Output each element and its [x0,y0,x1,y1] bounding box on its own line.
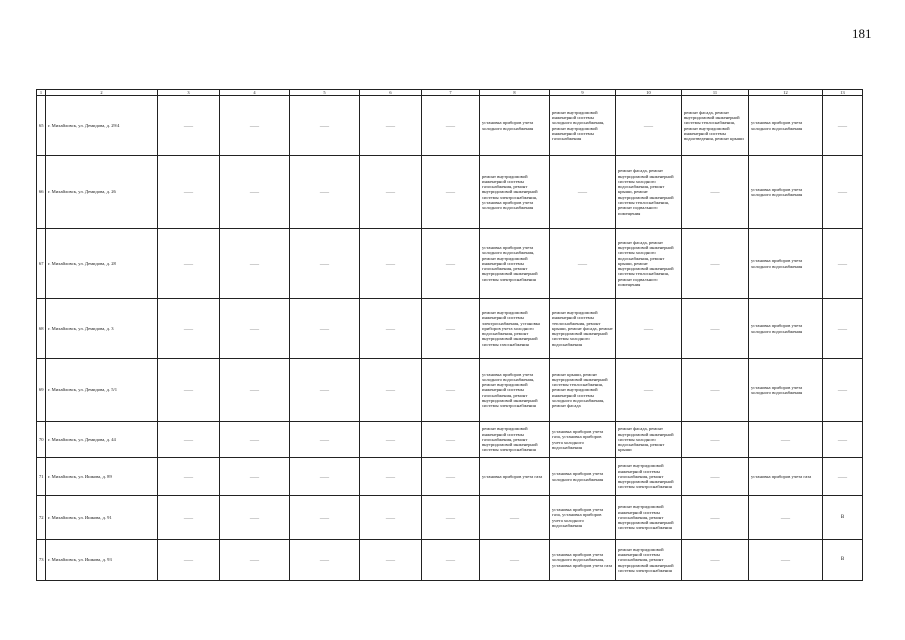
work-cell-c12: —— [749,496,823,540]
row-number: 67 [37,229,46,299]
work-cell-c9: установка приборов учета холодного водоснабжения, установка приборов учета газа [550,540,616,581]
row-number: 69 [37,359,46,422]
work-cell-c7: —— [422,422,480,458]
row-number: 72 [37,496,46,540]
work-cell-c5: —— [290,458,360,496]
work-cell-c10: ремонт внутридомовой инженерной системы газоснабжения, ремонт внутридомовой инженерной системы электроснабжения [616,458,682,496]
address-cell: г. Михайловск, ул. Демидова, д. 29/4 [46,96,158,156]
column-header: 9 [550,90,616,96]
row-number: 65 [37,96,46,156]
table-row [37,96,863,156]
row-number: 71 [37,458,46,496]
work-cell-c7: —— [422,496,480,540]
work-cell-c4: —— [220,299,290,359]
work-schedule-table [36,89,863,581]
work-cell-c13: —— [823,299,863,359]
address-cell: г. Михайловск, ул. Демидова, д. 44 [46,422,158,458]
work-cell-c7: —— [422,156,480,229]
work-cell-c7: —— [422,458,480,496]
work-cell-c3: —— [158,540,220,581]
work-cell-c10: —— [616,96,682,156]
work-cell-c4: —— [220,359,290,422]
work-cell-c12: установка приборов учета холодного водоснабжения [749,359,823,422]
work-cell-c4: —— [220,496,290,540]
column-header: 13 [823,90,863,96]
work-cell-c8: —— [480,540,550,581]
column-header: 12 [749,90,823,96]
table-row [37,496,863,540]
work-cell-c12: установка приборов учета холодного водоснабжения [749,156,823,229]
work-cell-c5: —— [290,359,360,422]
table-row [37,359,863,422]
work-cell-c13: —— [823,458,863,496]
work-cell-c7: —— [422,359,480,422]
work-cell-c11: —— [682,458,749,496]
work-cell-c4: —— [220,540,290,581]
work-cell-c11: —— [682,359,749,422]
work-cell-c13: В [823,496,863,540]
work-cell-c4: —— [220,156,290,229]
work-cell-c10: ремонт фасада, ремонт внутридомовой инженерной системы холодного водоснабжения, ремонт крыши [616,422,682,458]
work-cell-c11: —— [682,299,749,359]
address-cell: г. Михайловск, ул. Демидова, д. 28 [46,229,158,299]
address-cell: г. Михайловск, ул. Демидова, д. 3 [46,299,158,359]
work-cell-c6: —— [360,458,422,496]
work-cell-c5: —— [290,229,360,299]
work-cell-c8: ремонт внутридомовой инженерной системы газоснабжения, ремонт внутридомовой инженерной системы электроснабжения, установка приборов учета холодного водоснабжения [480,156,550,229]
address-cell: г. Михайловск, ул. Демидова, д. 5/1 [46,359,158,422]
work-cell-c13: —— [823,96,863,156]
work-cell-c12: —— [749,422,823,458]
row-number: 70 [37,422,46,458]
work-cell-c4: —— [220,458,290,496]
column-header: 1 [37,90,46,96]
work-cell-c3: —— [158,96,220,156]
table-row [37,156,863,229]
column-header: 2 [46,90,158,96]
work-cell-c11: —— [682,422,749,458]
row-number: 73 [37,540,46,581]
table-row [37,422,863,458]
work-cell-c3: —— [158,359,220,422]
table-row [37,458,863,496]
work-cell-c6: —— [360,359,422,422]
work-cell-c8: —— [480,496,550,540]
column-header: 6 [360,90,422,96]
work-cell-c13: —— [823,422,863,458]
table-row [37,229,863,299]
work-cell-c5: —— [290,540,360,581]
work-cell-c7: —— [422,540,480,581]
work-cell-c9: ремонт внутридомовой инженерной системы холодного водоснабжения, ремонт внутридомовой инженерной системы газоснабжения [550,96,616,156]
work-cell-c5: —— [290,156,360,229]
work-cell-c6: —— [360,229,422,299]
work-cell-c4: —— [220,422,290,458]
work-cell-c8: установка приборов учета газа [480,458,550,496]
work-cell-c3: —— [158,422,220,458]
work-cell-c3: —— [158,156,220,229]
work-cell-c9: установка приборов учета газа, установка приборов учета холодного водоснабжения [550,422,616,458]
work-cell-c8: установка приборов учета холодного водоснабжения [480,96,550,156]
work-cell-c10: —— [616,359,682,422]
work-cell-c3: —— [158,299,220,359]
work-cell-c6: —— [360,422,422,458]
work-cell-c11: ремонт фасада, ремонт внутридомовой инженерной системы теплоснабжения, ремонт внутридомовой инженерной системы водоотведения, ремонт крыши [682,96,749,156]
work-cell-c8: ремонт внутридомовой инженерной системы электроснабжения, установка приборов учета холодного водоснабжения, ремонт внутридомовой инженерной системы газоснабжения [480,299,550,359]
work-cell-c12: —— [749,540,823,581]
work-cell-c12: установка приборов учета холодного водоснабжения [749,299,823,359]
column-header: 8 [480,90,550,96]
work-cell-c13: В [823,540,863,581]
work-cell-c11: —— [682,229,749,299]
work-cell-c12: установка приборов учета газа [749,458,823,496]
work-cell-c9: установка приборов учета газа, установка приборов учета холодного водоснабжения [550,496,616,540]
work-cell-c4: —— [220,229,290,299]
work-cell-c10: ремонт внутридомовой инженерной системы газоснабжения, ремонт внутридомовой инженерной системы электроснабжения [616,540,682,581]
work-cell-c8: ремонт внутридомовой инженерной системы газоснабжения, ремонт внутридомовой инженерной системы электроснабжения [480,422,550,458]
row-number: 66 [37,156,46,229]
address-cell: г. Михайловск, ул. Ишкова, д. 89 [46,458,158,496]
column-header: 3 [158,90,220,96]
work-cell-c6: —— [360,96,422,156]
work-cell-c5: —— [290,96,360,156]
work-cell-c13: —— [823,359,863,422]
work-cell-c10: ремонт фасада, ремонт внутридомовой инженерной системы холодного водоснабжения, ремонт крыши, ремонт внутридомовой инженерной системы теплоснабжения, ремонт подвального помещения [616,229,682,299]
column-header: 11 [682,90,749,96]
work-cell-c11: —— [682,540,749,581]
row-number: 68 [37,299,46,359]
page-number: 181 [852,26,872,41]
address-cell: г. Михайловск, ул. Ишкова, д. 93 [46,540,158,581]
work-cell-c5: —— [290,299,360,359]
work-cell-c6: —— [360,299,422,359]
work-cell-c9: ремонт крыши, ремонт внутридомовой инженерной системы теплоснабжения, ремонт внутридомовой инженерной системы холодного водоснабжения, ремонт фасада [550,359,616,422]
work-cell-c12: установка приборов учета холодного водоснабжения [749,229,823,299]
work-cell-c13: —— [823,156,863,229]
work-cell-c7: —— [422,299,480,359]
address-cell: г. Михайловск, ул. Демидова, д. 26 [46,156,158,229]
table-row [37,299,863,359]
work-cell-c4: —— [220,96,290,156]
work-cell-c12: установка приборов учета холодного водоснабжения [749,96,823,156]
work-cell-c10: ремонт фасада, ремонт внутридомовой инженерной системы холодного водоснабжения, ремонт крыши, ремонт внутридомовой инженерной системы теплоснабжения, ремонт подвального помещения [616,156,682,229]
work-cell-c8: установка приборов учета холодного водоснабжения, ремонт внутридомовой инженерной системы газоснабжения, ремонт внутридомовой инженерной системы электроснабжения [480,359,550,422]
table-row [37,540,863,581]
work-cell-c9: ремонт внутридомовой инженерной системы теплоснабжения, ремонт крыши, ремонт фасада, ремонт внутридомовой инженерной системы холодного водоснабжения [550,299,616,359]
address-cell: г. Михайловск, ул. Ишкова, д. 91 [46,496,158,540]
work-cell-c8: установка приборов учета холодного водоснабжения, ремонт внутридомовой инженерной системы газоснабжения, ремонт внутридомовой инженерной системы электроснабжения [480,229,550,299]
work-cell-c3: —— [158,229,220,299]
work-cell-c6: —— [360,496,422,540]
work-cell-c13: —— [823,229,863,299]
work-cell-c7: —— [422,96,480,156]
work-cell-c11: —— [682,156,749,229]
work-cell-c7: —— [422,229,480,299]
work-cell-c9: —— [550,229,616,299]
column-header: 10 [616,90,682,96]
work-cell-c5: —— [290,496,360,540]
column-header: 7 [422,90,480,96]
work-cell-c6: —— [360,540,422,581]
work-cell-c9: установка приборов учета холодного водоснабжения [550,458,616,496]
column-header: 5 [290,90,360,96]
work-cell-c10: —— [616,299,682,359]
column-header: 4 [220,90,290,96]
work-cell-c10: ремонт внутридомовой инженерной системы газоснабжения, ремонт внутридомовой инженерной системы электроснабжения [616,496,682,540]
work-cell-c3: —— [158,458,220,496]
work-cell-c5: —— [290,422,360,458]
work-cell-c6: —— [360,156,422,229]
work-cell-c11: —— [682,496,749,540]
work-cell-c9: —— [550,156,616,229]
work-cell-c3: —— [158,496,220,540]
